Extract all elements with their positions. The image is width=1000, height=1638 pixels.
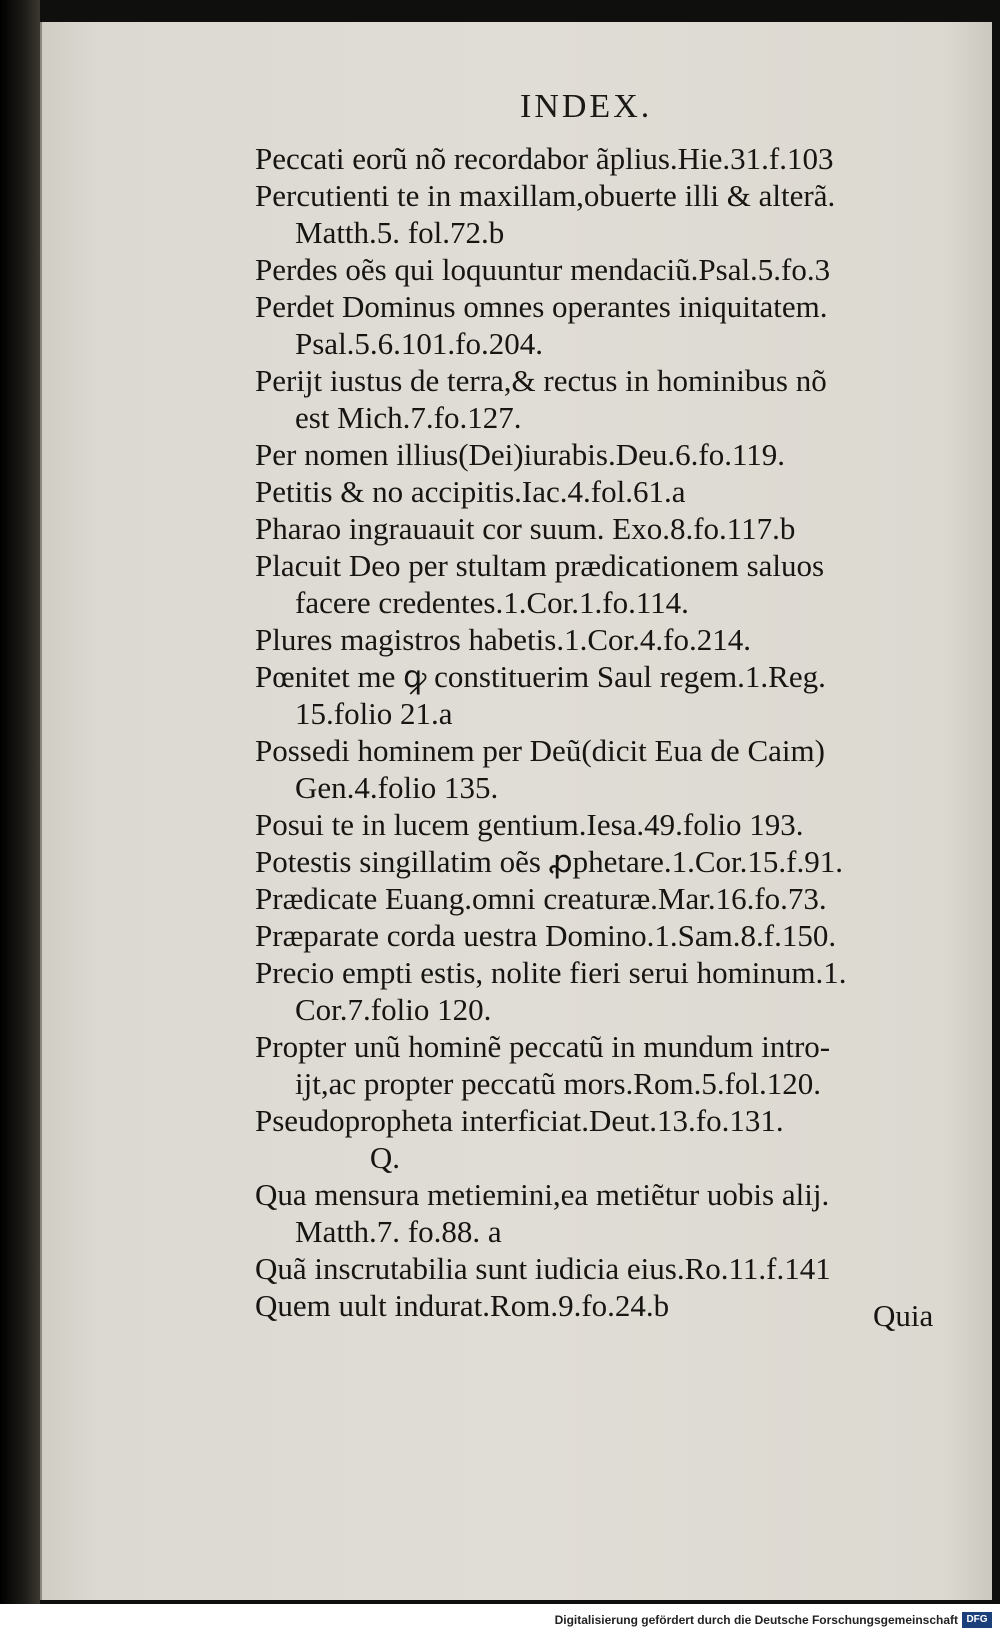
index-entry-line: est Mich.7.fo.127. xyxy=(295,400,522,435)
index-entry-line: Cor.7.folio 120. xyxy=(295,992,492,1027)
index-entry-line: Qua mensura metiemini,ea metiẽtur uobis alij. xyxy=(255,1177,830,1212)
index-entry-line: Præparate corda uestra Domino.1.Sam.8.f.150. xyxy=(255,918,837,953)
index-entry-line: Matth.5. fol.72.b xyxy=(295,215,505,250)
index-entry-line: Gen.4.folio 135. xyxy=(295,770,499,805)
index-entry-line: Perdet Dominus omnes operantes iniquitatem. xyxy=(255,289,828,324)
index-entry-line: Pœnitet me ꝙ constituerim Saul regem.1.Reg. xyxy=(255,659,826,694)
index-entry-line: 15.folio 21.a xyxy=(295,696,453,731)
index-entry-line: Quem uult indurat.Rom.9.fo.24.b xyxy=(255,1288,670,1323)
index-entry-line: Matth.7. fo.88. a xyxy=(295,1214,502,1249)
index-entry-line: Posui te in lucem gentium.Iesa.49.folio 193. xyxy=(255,807,804,842)
index-entry-line: Percutienti te in maxillam,obuerte illi & alterã. xyxy=(255,178,836,213)
dfg-logo: DFG xyxy=(962,1612,992,1628)
catchword: Quia xyxy=(873,1298,934,1333)
index-entry-line: Possedi hominem per Deũ(dicit Eua de Caim) xyxy=(255,733,825,768)
index-entry-line: Plures magistros habetis.1.Cor.4.fo.214. xyxy=(255,622,751,657)
page-header: INDEX. xyxy=(520,88,653,125)
index-entry-line: Peccati eorũ nõ recordabor ãplius.Hie.31.f.103 xyxy=(255,141,834,176)
book-spine xyxy=(0,0,40,1638)
index-entry-line: Perijt iustus de terra,& rectus in hominibus nõ xyxy=(255,363,827,398)
index-entry-line: Pharao ingrauauit cor suum. Exo.8.fo.117.b xyxy=(255,511,796,546)
footer-bar xyxy=(0,1604,1000,1638)
index-entry-line: Precio empti estis, nolite fieri serui hominum.1. xyxy=(255,955,847,990)
index-entry-line: Pseudopropheta interficiat.Deut.13.fo.131. xyxy=(255,1103,784,1138)
index-entry-line: Placuit Deo per stultam prædicationem saluos xyxy=(255,548,825,583)
index-entry-line: ijt,ac propter peccatũ mors.Rom.5.fol.120. xyxy=(295,1066,822,1101)
index-entry-line: Prædicate Euang.omni creaturæ.Mar.16.fo.73. xyxy=(255,881,827,916)
index-entry-line: facere credentes.1.Cor.1.fo.114. xyxy=(295,585,689,620)
section-letter: Q. xyxy=(369,1140,401,1175)
index-entry-line: Psal.5.6.101.fo.204. xyxy=(295,326,543,361)
index-entry-line: Petitis & no accipitis.Iac.4.fol.61.a xyxy=(255,474,686,509)
index-entry-line: Propter unũ hominẽ peccatũ in mundum intro- xyxy=(255,1029,831,1064)
index-entry-line: Per nomen illius(Dei)iurabis.Deu.6.fo.119. xyxy=(255,437,786,472)
footer-credit: Digitalisierung gefördert durch die Deutsche Forschungsgemeinschaft xyxy=(554,1613,958,1627)
index-entry-line: Perdes oẽs qui loquuntur mendaciũ.Psal.5.fo.3 xyxy=(255,252,831,287)
index-entries xyxy=(255,140,975,1324)
index-entry-line: Quã inscrutabilia sunt iudicia eius.Ro.11.f.141 xyxy=(255,1251,831,1286)
index-entry-line: Potestis singillatim oẽs ꝓphetare.1.Cor.15.f.91. xyxy=(255,844,843,879)
